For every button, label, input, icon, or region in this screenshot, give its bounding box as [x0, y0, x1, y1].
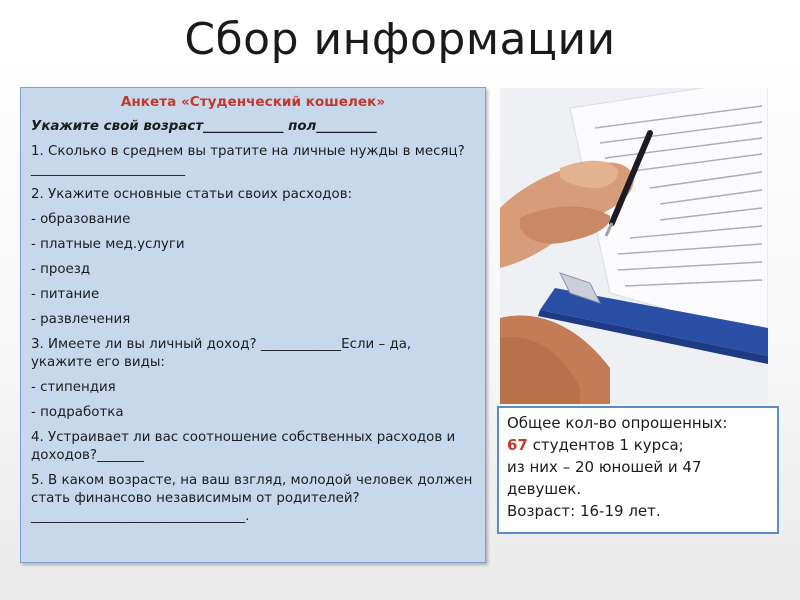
option-medical: - платные мед.услуги — [31, 237, 185, 252]
question-4: 4. Устраивает ли вас соотношение собственных расходов и доходов?_______ — [31, 430, 456, 463]
summary-total-label: Общее кол-во опрошенных: — [507, 414, 728, 432]
option-education: - образование — [31, 212, 131, 227]
writing-hand-illustration — [500, 88, 768, 404]
question-2: 2. Укажите основные статьи своих расходов: — [31, 187, 353, 202]
option-stipend: - стипендия — [31, 380, 116, 395]
option-entertainment: - развлечения — [31, 312, 131, 327]
question-3: 3. Имеете ли вы личный доход? ____________Если – да, укажите его виды: — [31, 337, 412, 370]
option-parttime: - подработка — [31, 405, 124, 420]
survey-panel — [20, 87, 486, 563]
age-gender-line: Укажите свой возраст____________ пол_________ — [31, 119, 377, 134]
survey-heading: Анкета «Студенческий кошелек» — [120, 94, 386, 110]
option-transport: - проезд — [31, 262, 91, 277]
respondent-count: 67 — [507, 436, 528, 454]
writing-hand-photo — [500, 88, 768, 404]
question-5: 5. В каком возрасте, на ваш взгляд, молодой человек должен стать финансово независимым от родителей?________________________________. — [31, 473, 473, 524]
summary-gender-line: из них – 20 юношей и 47 девушек. — [507, 458, 702, 498]
summary-age-line: Возраст: 16-19 лет. — [507, 502, 661, 520]
summary-students-line — [507, 434, 769, 456]
survey-summary-box — [497, 406, 779, 534]
question-1: 1. Сколько в среднем вы тратите на личные нужды в месяц? _______________________ — [31, 144, 465, 177]
option-food: - питание — [31, 287, 100, 302]
students-text: студентов 1 курса; — [527, 436, 684, 454]
slide-title: Сбор информации — [184, 14, 616, 65]
